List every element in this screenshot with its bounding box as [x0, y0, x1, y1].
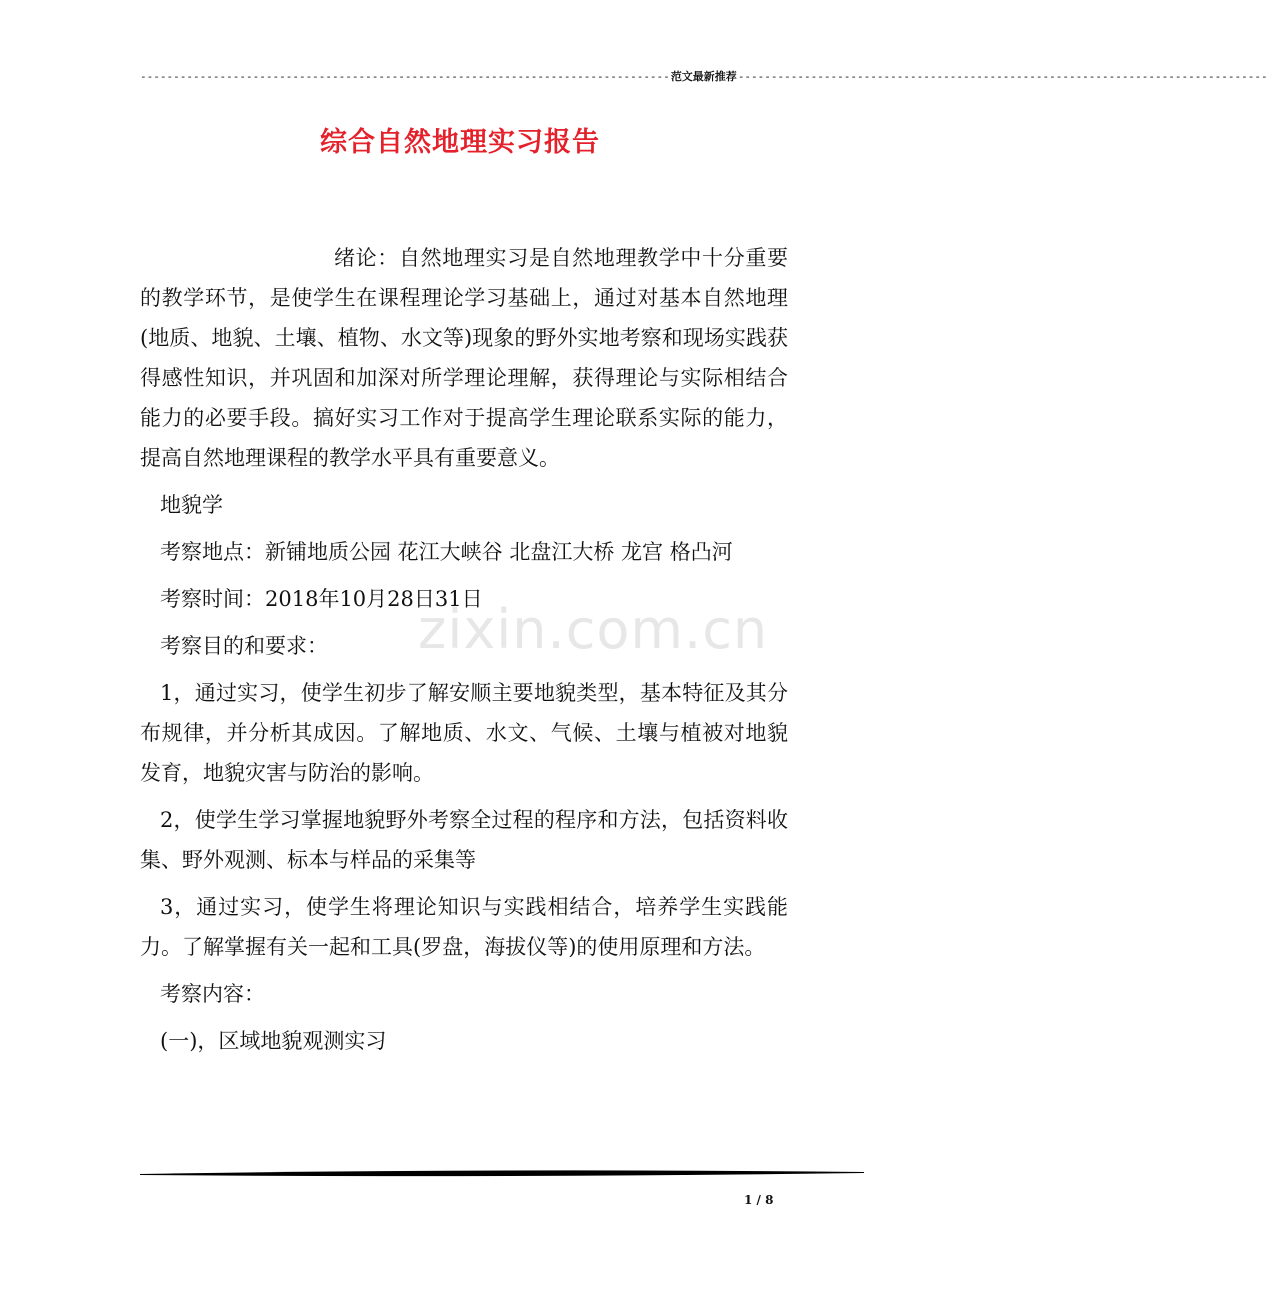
goal-item-2: 2，使学生学习掌握地貌野外考察全过程的程序和方法，包括资料收集、野外观测、标本与样品的采集等	[140, 808, 788, 872]
document-body	[140, 238, 788, 1061]
time-line: 考察时间：2018年10月28日31日	[160, 587, 483, 611]
header-dashes-left: --------------------------------------------------------------------------------	[140, 69, 670, 83]
goals-heading: 考察目的和要求：	[160, 634, 328, 658]
header-label: 范文最新推荐	[670, 70, 737, 83]
document-title: 综合自然地理实习报告	[320, 127, 600, 158]
goal-item-3: 3，通过实习，使学生将理论知识与实践相结合，培养学生实践能力。了解掌握有关一起和工具(罗盘，海拔仪等)的使用原理和方法。	[140, 895, 788, 959]
footer-rule	[140, 1164, 864, 1184]
section-heading: 地貌学	[160, 493, 223, 517]
content-heading: 考察内容：	[160, 982, 265, 1006]
watermark: zixin.com.cn	[418, 598, 769, 661]
goal-item-1: 1，通过实习，使学生初步了解安顺主要地貌类型，基本特征及其分布规律，并分析其成因。了解地质、水文、气候、土壤与植被对地貌发育，地貌灾害与防治的影响。	[140, 681, 788, 785]
header-dashes-right: --------------------------------------------------------------------------------	[737, 69, 1268, 83]
location-line: 考察地点：新铺地质公园 花江大峡谷 北盘江大桥 龙宫 格凸河	[160, 540, 733, 564]
page-number: 1 / 8	[744, 1193, 774, 1207]
page-header	[140, 68, 1268, 84]
intro-paragraph: 绪论：自然地理实习是自然地理教学中十分重要的教学环节，是使学生在课程理论学习基础上，通过对基本自然地理(地质、地貌、土壤、植物、水文等)现象的野外实地考察和现场实践获得感性知识，并巩固和加深对所学理论理解，获得理论与实际相结合能力的必要手段。搞好实习工作对于提高学生理论联系实际的能力，提高自然地理课程的教学水平具有重要意义。	[140, 246, 788, 470]
subsection-heading: (一)，区域地貌观测实习	[160, 1029, 387, 1053]
